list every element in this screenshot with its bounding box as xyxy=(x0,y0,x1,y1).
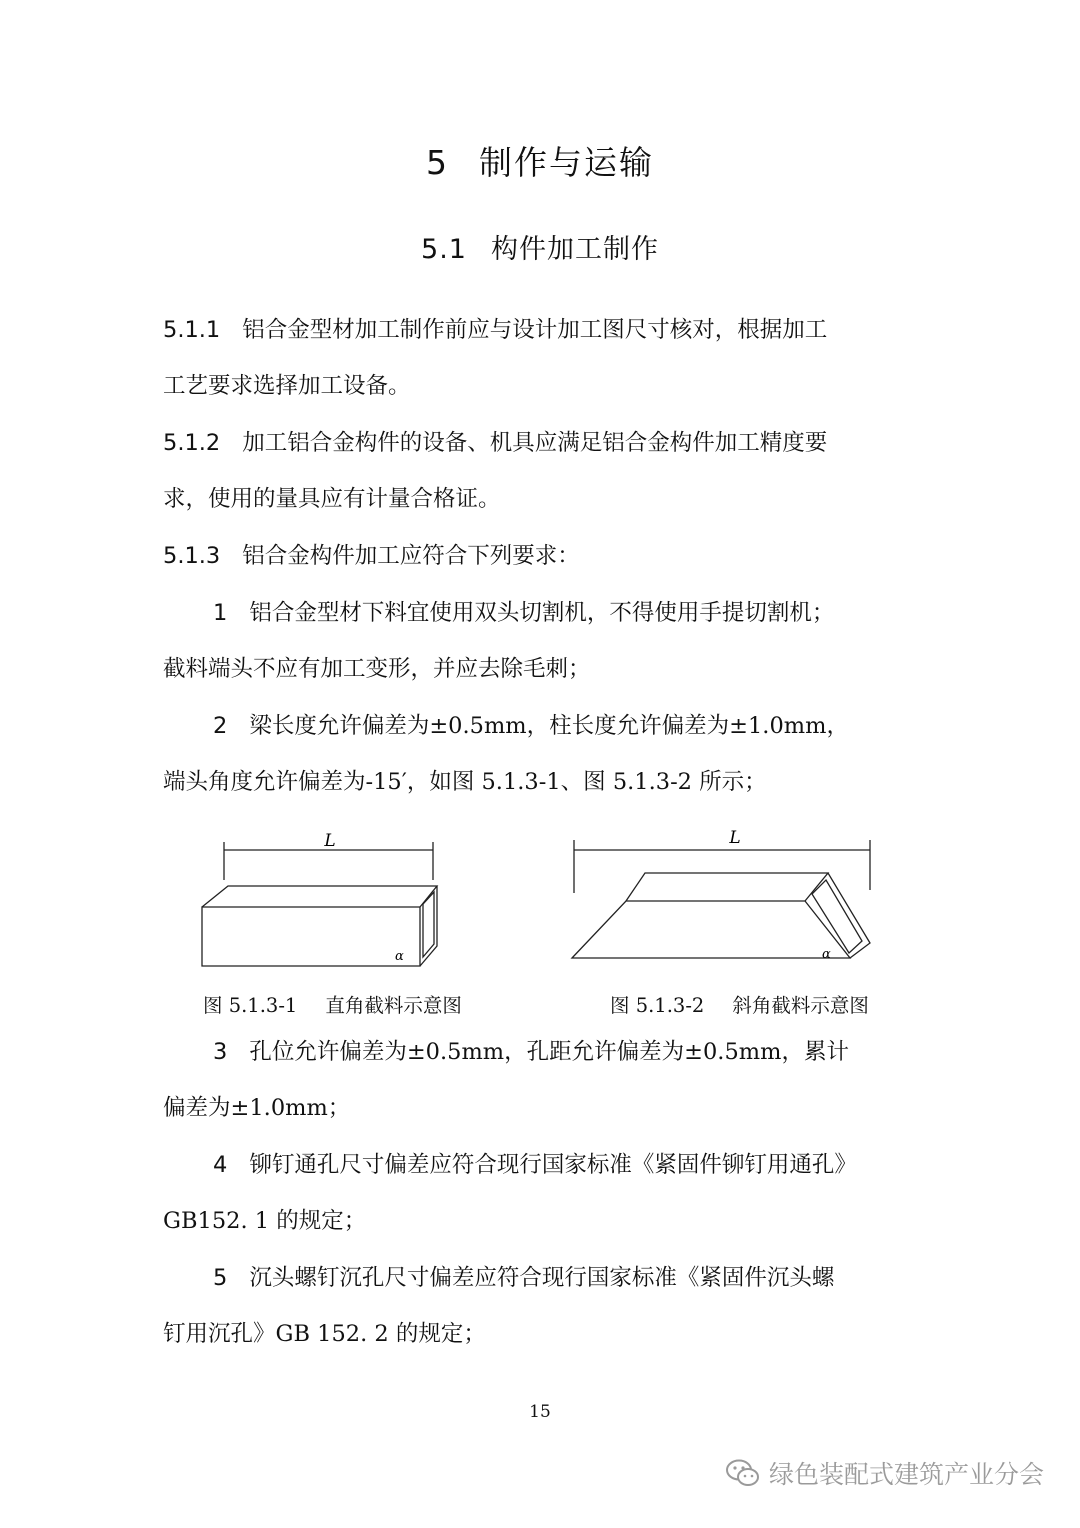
item-3-line1 xyxy=(213,1041,849,1064)
wechat-icon xyxy=(725,1458,761,1488)
length-label: L xyxy=(324,831,336,851)
watermark-text: 绿色装配式建筑产业分会 xyxy=(768,1460,1044,1489)
clause-text: 铝合金型材加工制作前应与设计加工图尺寸核对，根据加工 xyxy=(242,317,828,343)
item-2-line2: 端头角度允许偏差为-15′，如图 5.1.3-1、图 5.1.3-2 所示； xyxy=(163,769,767,795)
clause-5-1-1-line1 xyxy=(163,319,827,342)
caption-number: 图 5.1.3-2 xyxy=(610,994,705,1017)
item-text: 孔位允许偏差为±0.5mm，孔距允许偏差为±0.5mm，累计 xyxy=(249,1039,849,1065)
chapter-title xyxy=(0,137,1080,184)
chapter-title-text: 制作与运输 xyxy=(479,143,654,182)
bar-top-face xyxy=(202,886,437,907)
item-4-line1 xyxy=(213,1154,857,1177)
clause-5-1-1-line2: 工艺要求选择加工设备。 xyxy=(163,373,411,399)
watermark xyxy=(725,1455,1044,1491)
angle-label: α xyxy=(395,949,404,964)
item-number: 1 xyxy=(213,600,228,626)
clause-number: 5.1.1 xyxy=(163,317,221,343)
item-text: 铆钉通孔尺寸偏差应符合现行国家标准《紧固件铆钉用通孔》 xyxy=(249,1152,857,1178)
item-5-line1 xyxy=(213,1267,834,1290)
item-text: 铝合金型材下料宜使用双头切割机，不得使用手提切割机； xyxy=(249,600,835,626)
bar-end-hollow xyxy=(423,892,434,957)
item-2-line1 xyxy=(213,715,849,738)
clause-5-1-3-line1 xyxy=(163,545,580,568)
item-text: 梁长度允许偏差为±0.5mm，柱长度允许偏差为±1.0mm， xyxy=(249,713,849,739)
figure-caption-2 xyxy=(610,990,869,1018)
caption-title: 斜角截料示意图 xyxy=(732,994,869,1017)
item-number: 2 xyxy=(213,713,228,739)
item-1-line1 xyxy=(213,602,834,625)
item-5-line2: 钉用沉孔》GB 152. 2 的规定； xyxy=(163,1321,486,1347)
bar-front-face xyxy=(202,907,420,966)
item-number: 5 xyxy=(213,1265,228,1291)
item-1-line2: 截料端头不应有加工变形，并应去除毛刺； xyxy=(163,656,591,682)
item-3-line2: 偏差为±1.0mm； xyxy=(163,1095,351,1121)
length-label: L xyxy=(729,828,741,848)
bar-end-face xyxy=(828,873,870,958)
chapter-number: 5 xyxy=(426,143,449,182)
bar-top-face xyxy=(626,873,828,901)
item-number: 4 xyxy=(213,1152,228,1178)
clause-5-1-2-line1 xyxy=(163,432,827,455)
clause-5-1-2-line2: 求，使用的量具应有计量合格证。 xyxy=(163,486,501,512)
caption-number: 图 5.1.3-1 xyxy=(203,994,298,1017)
item-text: 沉头螺钉沉孔尺寸偏差应符合现行国家标准《紧固件沉头螺 xyxy=(249,1265,835,1291)
caption-title: 直角截料示意图 xyxy=(325,994,462,1017)
bar-front-face xyxy=(572,901,850,958)
clause-text: 加工铝合金构件的设备、机具应满足铝合金构件加工精度要 xyxy=(242,430,828,456)
angle-label: α xyxy=(822,947,831,962)
section-number: 5.1 xyxy=(421,234,467,265)
figure-right-angle-cut xyxy=(190,820,460,980)
clause-number: 5.1.2 xyxy=(163,430,221,456)
item-4-line2: GB152. 1 的规定； xyxy=(163,1208,367,1234)
section-title-text: 构件加工制作 xyxy=(490,234,659,265)
item-number: 3 xyxy=(213,1039,228,1065)
page-number: 15 xyxy=(529,1402,551,1422)
clause-number: 5.1.3 xyxy=(163,543,221,569)
clause-text: 铝合金构件加工应符合下列要求： xyxy=(242,543,580,569)
section-title xyxy=(0,227,1080,266)
figure-caption-1 xyxy=(203,990,462,1018)
figure-bevel-cut xyxy=(560,815,880,980)
